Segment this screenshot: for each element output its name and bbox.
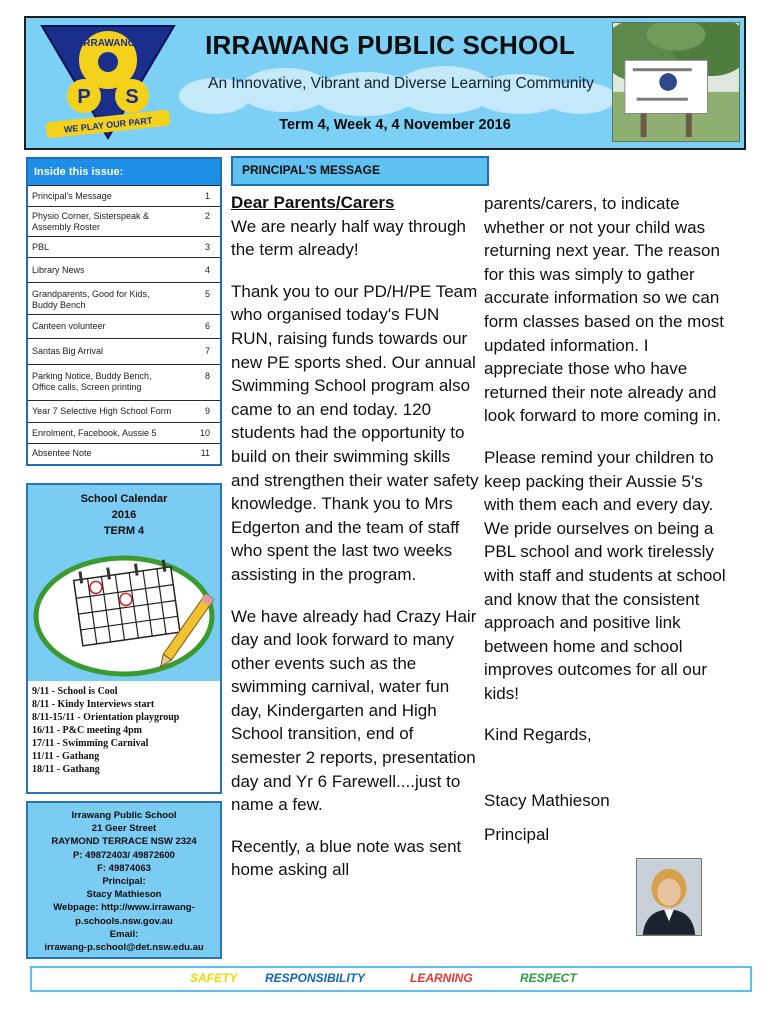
webpage-link[interactable]: p.schools.nsw.gov.au [75, 915, 173, 927]
school-tagline: An Innovative, Vibrant and Diverse Learning Community [208, 75, 594, 92]
toc-page: 9 [204, 406, 210, 416]
value-respect: RESPECT [520, 971, 577, 985]
toc-label: Enrolment, Facebook, Aussie 5 [32, 428, 157, 438]
calendar-title-line: TERM 4 [103, 525, 145, 537]
toc-page: 6 [204, 321, 210, 331]
contact-line: RAYMOND TERRACE NSW 2324 [51, 836, 197, 848]
value-learning: LEARNING [410, 971, 473, 985]
toc-page: 7 [204, 346, 210, 356]
toc-row [28, 422, 220, 444]
toc-label: Library News [32, 265, 85, 275]
message-column-right [484, 192, 730, 864]
toc-row [28, 206, 220, 235]
toc-label: Canteen volunteer [32, 321, 106, 331]
calendar-event: 8/11 - Kindy Interviews start [32, 699, 155, 710]
message-paragraph: We are nearly half way through the term already! [231, 216, 466, 260]
toc-row [28, 338, 220, 365]
toc-label: Absentee Note [32, 448, 92, 458]
toc-label: Year 7 Selective High School Form [32, 406, 172, 416]
message-paragraph: Please remind your children to keep packing their Aussie 5's with them each and every day. We pride ourselves on being a PBL school and work tirelessly with staff and students at school and know that the consistent approach and positive link between home and school improves outcomes for all our kids! [484, 447, 726, 703]
toc-label: Parking Notice, Buddy Bench, Office calls, Screen printing [32, 371, 152, 392]
contact-line: F: 49874063 [97, 862, 151, 874]
school-sign-photo [612, 22, 740, 142]
email-link[interactable]: irrawang-p.school@det.nsw.edu.au [44, 942, 204, 954]
message-paragraph: Recently, a blue note was sent home asking all [231, 836, 462, 880]
calendar-clipart-icon [32, 548, 216, 680]
toc-row [28, 364, 220, 401]
contact-line: Irrawang Public School [71, 810, 177, 821]
toc-page: 10 [199, 428, 210, 438]
calendar-event: 18/11 - Gathang [32, 764, 100, 775]
toc-row [28, 400, 220, 423]
toc-page: 5 [204, 289, 210, 299]
message-paragraph: We have already had Crazy Hair day and look forward to many other events such as the swimming carnival, water fun day, Kindergarten and High School transition, end of semester 2 reports, presentation day and Yr 6 Farewell....just to name a few. [231, 606, 477, 815]
toc-label: PBL [32, 242, 50, 252]
principal-message-heading: PRINCIPAL'S MESSAGE [242, 163, 380, 177]
school-title: IRRAWANG PUBLIC SCHOOL [205, 30, 575, 60]
contents-heading: Inside this issue: [28, 159, 220, 185]
toc-page: 2 [204, 211, 210, 221]
toc-row [28, 314, 220, 339]
contact-line: Stacy Mathieson [86, 889, 162, 901]
toc-label: Santas Big Arrival [32, 346, 104, 356]
school-contact-panel [26, 801, 222, 959]
toc-row [28, 257, 220, 283]
salutation: Dear Parents/Carers [231, 193, 395, 212]
webpage-link[interactable]: Webpage: http://www.irrawang- [53, 902, 195, 914]
toc-row [28, 443, 220, 465]
toc-row [28, 236, 220, 258]
toc-label: Grandparents, Good for Kids, Buddy Bench [32, 289, 150, 310]
toc-page: 11 [200, 448, 210, 458]
calendar-title-line: School Calendar [80, 493, 168, 505]
calendar-event: 11/11 - Gathang [32, 751, 100, 762]
school-values-footer [30, 966, 752, 992]
contact-line: 21 Geer Street [91, 823, 157, 835]
message-column-left [231, 191, 479, 900]
toc-label: Physio Corner, Sisterspeak & Assembly Roster [32, 211, 150, 232]
toc-row [28, 185, 220, 207]
message-paragraph: Thank you to our PD/H/PE Team who organised today's FUN RUN, raising funds towards our new PE sports shed. Our annual Swimming School program also came to an end today. 120 students had the opportunity to build on their swimming skills and strengthen their water safety knowledge. Thank you to Mrs Edgerton and the team of staff who spent the last two weeks assisting in the program. [231, 281, 479, 584]
value-safety: SAFETY [190, 971, 238, 985]
logo-letter-s: S [125, 86, 139, 108]
logo-letter-p: P [77, 86, 91, 108]
calendar-title-line: 2016 [111, 509, 137, 521]
calendar-event: 8/11-15/11 - Orientation playgroup [32, 712, 180, 723]
contact-line: Email: [109, 928, 139, 940]
signature-title: Principal [484, 824, 550, 844]
sign-off: Kind Regards, [484, 725, 592, 745]
logo-motto: WE PLAY OUR PART [63, 115, 153, 135]
contact-line: P: 49872403/ 49872600 [73, 849, 175, 861]
principal-photo [636, 858, 702, 936]
message-paragraph: parents/carers, to indicate whether or not your child was returning next year. The reason for this was simply to gather accurate information so we can form classes based on the most updated information. I appreciate those who have returned their note already and look forward to more coming in. [484, 194, 725, 426]
toc-page: 1 [204, 191, 210, 201]
calendar-events-list [28, 681, 220, 792]
calendar-event: 17/11 - Swimming Carnival [32, 738, 149, 749]
issue-date: Term 4, Week 4, 4 November 2016 [279, 117, 511, 133]
school-logo-icon [40, 22, 176, 140]
logo-top-text: IRRAWANG [80, 38, 136, 49]
value-responsibility: RESPONSIBILITY [265, 971, 366, 985]
calendar-title [30, 491, 218, 539]
toc-page: 8 [204, 371, 210, 381]
toc-row [28, 282, 220, 315]
signature-name: Stacy Mathieson [484, 791, 610, 811]
calendar-event: 9/11 - School is Cool [32, 686, 118, 697]
calendar-event: 16/11 - P&C meeting 4pm [32, 725, 142, 736]
contact-line: Principal: [102, 876, 146, 888]
toc-label: Principal's Message [32, 191, 112, 201]
toc-page: 3 [204, 242, 210, 252]
toc-page: 4 [204, 265, 210, 275]
